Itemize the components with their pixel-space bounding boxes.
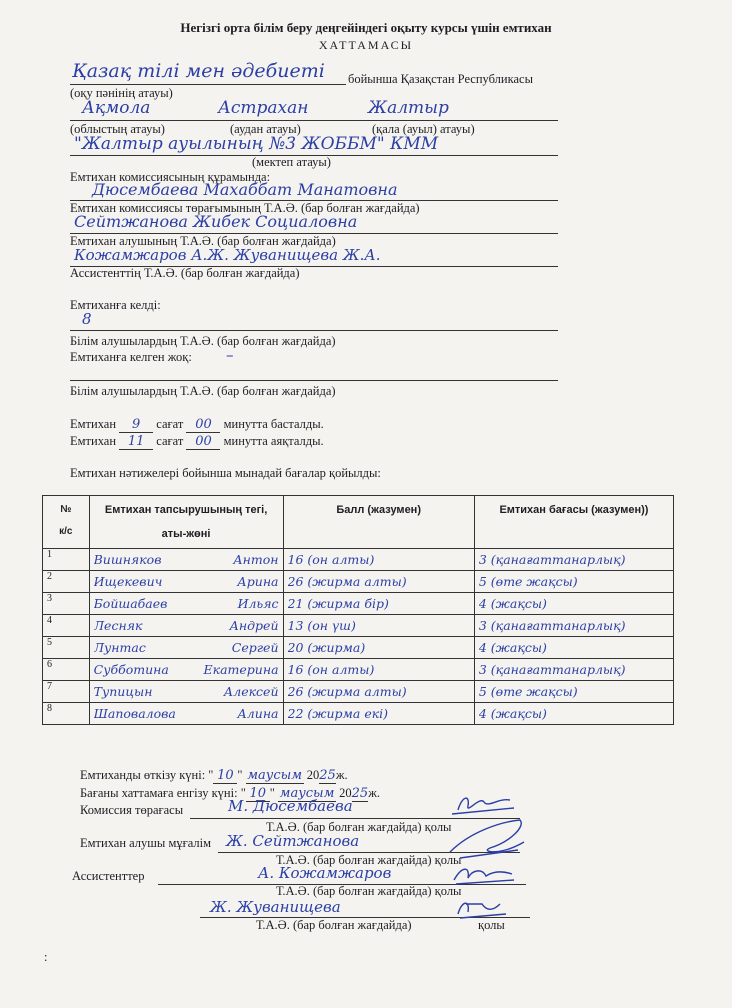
- table-row: [43, 703, 674, 725]
- student-surname: Ищекевич: [93, 574, 163, 589]
- start-min: 00: [186, 417, 220, 433]
- examiner-signature-scribble: [440, 812, 530, 868]
- start-line: Емтихан 9 сағат 00 минутта басталды.: [70, 417, 324, 432]
- commission-chair-name: Дюсембаева Махаббат Манатовна: [92, 180, 398, 199]
- student-name-cell: [89, 615, 283, 637]
- chair-sign-label: Комиссия төрағасы: [80, 803, 184, 817]
- header-name: Емтихан тапсырушының тегі, аты-жөні: [89, 496, 283, 549]
- row-number: 4: [43, 615, 90, 637]
- results-table: [42, 495, 674, 725]
- student-firstname: Арина: [237, 574, 279, 589]
- grade-cell: 4 (жақсы): [474, 703, 673, 725]
- student-name-cell: [89, 571, 283, 593]
- town-value: Жалтыр: [368, 98, 449, 118]
- student-name-cell: [89, 593, 283, 615]
- absent-label: Емтиханға келген жоқ:: [70, 350, 192, 364]
- table-row: [43, 681, 674, 703]
- table-row: [43, 637, 674, 659]
- results-intro: Емтихан нәтижелері бойынша мынадай бағалар қойылды:: [70, 466, 381, 480]
- assistant1-signature-scribble: [448, 862, 518, 888]
- student-name-cell: [89, 637, 283, 659]
- commission-chair-label: Емтихан комиссиясы төрағымының Т.А.Ә. (бар болған жағдайда): [70, 201, 420, 215]
- student-name-cell: [89, 703, 283, 725]
- row-number: 2: [43, 571, 90, 593]
- row-number: 8: [43, 703, 90, 725]
- assistant-names: Кожамжаров А.Ж. Жуванищева Ж.А.: [74, 246, 381, 264]
- grade-cell: 5 (өте жақсы): [474, 571, 673, 593]
- row-number: 1: [43, 549, 90, 571]
- student-name-cell: [89, 681, 283, 703]
- commission-heading: Емтихан комиссиясының құрамында:: [70, 170, 271, 184]
- score-cell: 22 (жирма екі): [283, 703, 474, 725]
- entry-date: Бағаны хаттамаға енгізу күні: " 10 " маусым 2025ж.: [80, 786, 380, 801]
- row-number: 7: [43, 681, 90, 703]
- score-cell: 13 (он үш): [283, 615, 474, 637]
- row-number: 5: [43, 637, 90, 659]
- student-surname: Тупицын: [93, 684, 153, 699]
- table-row: [43, 571, 674, 593]
- examiner-name: Сейтжанова Жибек Социаловна: [74, 212, 358, 231]
- chair-sign-name: М. Дюсембаева: [228, 797, 353, 815]
- start-hour: 9: [119, 417, 153, 433]
- grade-cell: 3 (қанағаттанарлық): [474, 659, 673, 681]
- score-cell: 20 (жирма): [283, 637, 474, 659]
- assistants-sign-label: Ассистенттер: [72, 869, 145, 883]
- score-cell: 26 (жирма алты): [283, 681, 474, 703]
- region-value: Ақмола: [82, 98, 151, 118]
- subject-value: Қазақ тілі мен әдебиеті: [72, 60, 325, 82]
- region-label: (облыстың атауы): [70, 122, 165, 136]
- subject-label: (оқу пәнінің атауы): [70, 86, 173, 100]
- student-surname: Субботина: [93, 662, 169, 677]
- examiner-label: Емтихан алушының Т.А.Ә. (бар болған жағдайда): [70, 234, 336, 248]
- score-cell: 16 (он алты): [283, 659, 474, 681]
- student-name-cell: [89, 549, 283, 571]
- student-firstname: Алексей: [223, 684, 279, 699]
- student-surname: Лесняк: [93, 618, 143, 633]
- assistant2-sign-caption: Т.А.Ә. (бар болған жағдайда): [256, 918, 412, 932]
- district-label: (аудан атауы): [230, 122, 301, 136]
- footer-mark: :: [44, 950, 48, 964]
- grade-cell: 4 (жақсы): [474, 637, 673, 659]
- grade-cell: 5 (өте жақсы): [474, 681, 673, 703]
- end-min: 00: [186, 434, 220, 450]
- student-firstname: Сергей: [231, 640, 279, 655]
- subject-suffix: бойынша Қазақстан Республикасы: [348, 72, 533, 86]
- student-name-cell: [89, 659, 283, 681]
- assistant1-sign-caption: Т.А.Ә. (бар болған жағдайда) қолы: [276, 884, 462, 898]
- score-cell: 16 (он алты): [283, 549, 474, 571]
- score-cell: 21 (жирма бір): [283, 593, 474, 615]
- chair-sign-caption: Т.А.Ә. (бар болған жағдайда) қолы: [266, 820, 452, 834]
- grade-cell: 4 (жақсы): [474, 593, 673, 615]
- school-value: "Жалтыр ауылының №3 ЖОББМ" КММ: [74, 134, 439, 154]
- table-row: [43, 549, 674, 571]
- header-score: Балл (жазумен): [283, 496, 474, 549]
- came-sub: Білім алушылардың Т.А.Ә. (бар болған жағдайда): [70, 334, 336, 348]
- absent-value: –: [226, 346, 234, 364]
- town-label: (қала (ауыл) атауы): [372, 122, 475, 136]
- district-value: Астрахан: [218, 98, 309, 118]
- examiner-sign-caption: Т.А.Ә. (бар болған жағдайда) қолы: [276, 853, 462, 867]
- row-number: 3: [43, 593, 90, 615]
- student-firstname: Екатерина: [203, 662, 279, 677]
- examiner-sign-name: Ж. Сейтжанова: [226, 832, 360, 850]
- student-firstname: Алина: [237, 706, 279, 721]
- came-value: 8: [82, 310, 92, 328]
- grade-cell: 3 (қанағаттанарлық): [474, 549, 673, 571]
- end-line: Емтихан 11 сағат 00 минутта аяқталды.: [70, 434, 324, 449]
- examiner-sign-label: Емтихан алушы мұғалім: [80, 836, 212, 850]
- table-row: [43, 659, 674, 681]
- student-surname: Вишняков: [93, 552, 162, 567]
- document-title: Негізгі орта білім беру деңгейіндегі оқыту курсы үшін емтихан: [180, 20, 552, 35]
- grade-cell: 3 (қанағаттанарлық): [474, 615, 673, 637]
- header-grade: Емтихан бағасы (жазумен)): [474, 496, 673, 549]
- student-surname: Лунтас: [93, 640, 146, 655]
- assistant-label: Ассистенттің Т.А.Ә. (бар болған жағдайда): [70, 266, 300, 280]
- school-label: (мектеп атауы): [252, 155, 331, 169]
- student-firstname: Андрей: [229, 618, 279, 633]
- table-row: [43, 615, 674, 637]
- absent-sub: Білім алушылардың Т.А.Ә. (бар болған жағдайда): [70, 384, 336, 398]
- assistant2-sign-name: Ж. Жуванищева: [210, 898, 341, 916]
- header-num: № к/с: [43, 496, 90, 549]
- student-surname: Бойшабаев: [93, 596, 168, 611]
- document-subtitle: ХАТТАМАСЫ: [318, 38, 414, 52]
- assistant1-sign-name: А. Кожамжаров: [258, 864, 392, 882]
- row-number: 6: [43, 659, 90, 681]
- came-label: Емтиханға келді:: [70, 298, 161, 312]
- assistant2-sign-caption-b: қолы: [478, 918, 505, 932]
- score-cell: 26 (жирма алты): [283, 571, 474, 593]
- student-firstname: Антон: [233, 552, 279, 567]
- student-firstname: Ильяс: [237, 596, 279, 611]
- end-hour: 11: [119, 434, 153, 450]
- table-row: [43, 593, 674, 615]
- assistant2-signature-scribble: [452, 894, 512, 922]
- student-surname: Шаповалова: [93, 706, 176, 721]
- exam-date: Емтиханды өткізу күні: " 10 " маусым 2025ж.: [80, 768, 348, 783]
